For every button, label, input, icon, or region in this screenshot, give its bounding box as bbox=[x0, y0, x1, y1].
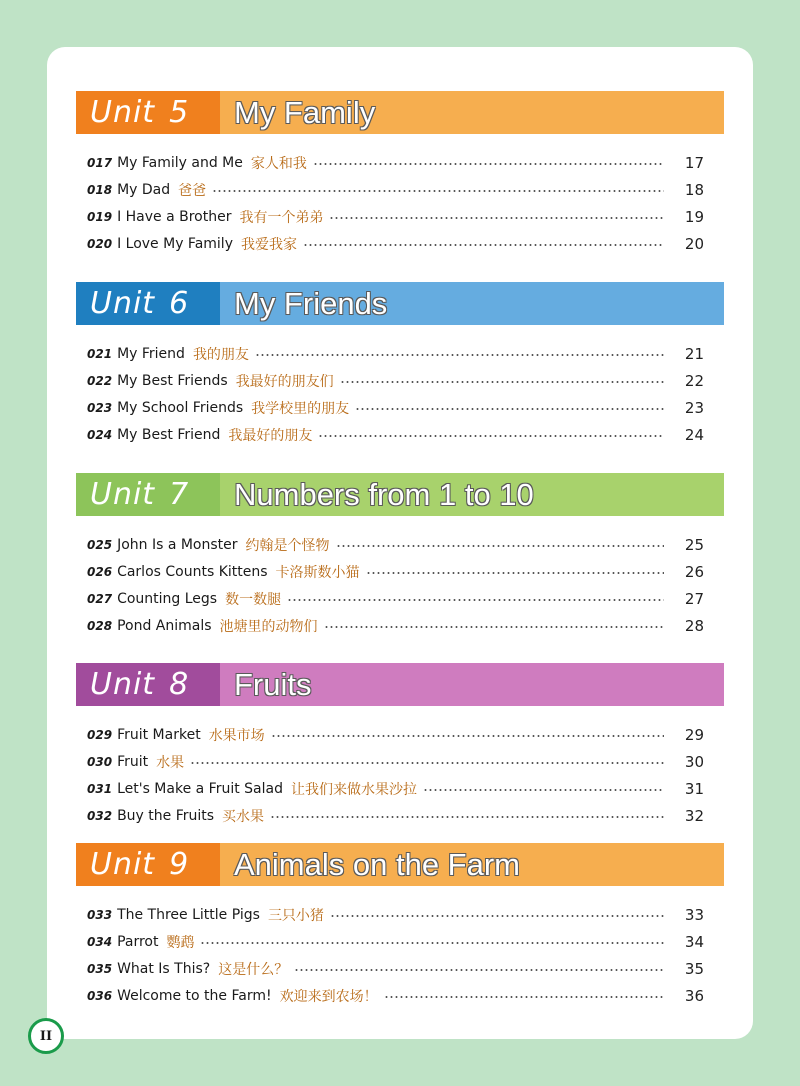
toc-entry[interactable] bbox=[76, 394, 724, 421]
entry-number: 027 bbox=[87, 591, 113, 606]
entry-title-en: I Have a Brother bbox=[117, 208, 232, 225]
entry-title-cn: 约翰是个怪物 bbox=[245, 537, 330, 554]
entry-list bbox=[76, 721, 724, 829]
entry-title-en: Fruit Market bbox=[117, 726, 201, 743]
entry-page: 34 bbox=[684, 932, 704, 951]
entry-number: 031 bbox=[87, 781, 113, 796]
toc-entry[interactable] bbox=[76, 585, 724, 612]
entry-title-en: My Best Friends bbox=[117, 372, 228, 389]
entry-page: 21 bbox=[684, 344, 704, 363]
entry-page: 36 bbox=[684, 986, 704, 1005]
unit-number: 8 bbox=[169, 667, 190, 702]
page-number-badge bbox=[28, 1018, 64, 1054]
unit-title: My Family bbox=[220, 91, 724, 134]
unit-title: Numbers from 1 to 10 bbox=[220, 473, 724, 516]
entry-title-en: What Is This? bbox=[117, 960, 211, 977]
toc-entry[interactable] bbox=[76, 612, 724, 639]
dot-leader bbox=[190, 762, 664, 764]
unit-7-section bbox=[76, 473, 724, 639]
unit-tag bbox=[76, 282, 220, 325]
entry-page: 33 bbox=[684, 905, 704, 924]
entry-page: 23 bbox=[684, 398, 704, 417]
unit-title: My Friends bbox=[220, 282, 724, 325]
toc-entry[interactable] bbox=[76, 982, 724, 1009]
entry-number: 035 bbox=[87, 961, 113, 976]
unit-tag bbox=[76, 473, 220, 516]
unit-number: 9 bbox=[169, 847, 190, 882]
entry-page: 31 bbox=[684, 779, 704, 798]
unit-header[interactable] bbox=[76, 473, 724, 516]
entry-title-en: Parrot bbox=[117, 933, 159, 950]
dot-leader bbox=[294, 969, 664, 971]
entry-title-cn: 这是什么？ bbox=[218, 961, 289, 978]
entry-title-cn: 鹦鹉 bbox=[166, 934, 195, 951]
entry-title-cn: 我最好的朋友们 bbox=[235, 373, 334, 390]
unit-number: 5 bbox=[169, 95, 190, 130]
toc-entry[interactable] bbox=[76, 531, 724, 558]
entry-list bbox=[76, 531, 724, 639]
entry-title-en: I Love My Family bbox=[117, 235, 233, 252]
dot-leader bbox=[384, 996, 664, 998]
entry-page: 28 bbox=[684, 616, 704, 635]
entry-number: 025 bbox=[87, 537, 113, 552]
toc-entry[interactable] bbox=[76, 558, 724, 585]
entry-list bbox=[76, 340, 724, 448]
unit-6-section bbox=[76, 282, 724, 448]
entry-title-cn: 家人和我 bbox=[250, 155, 307, 172]
dot-leader bbox=[212, 190, 664, 192]
dot-leader bbox=[270, 816, 664, 818]
entry-number: 017 bbox=[87, 155, 113, 170]
entry-number: 029 bbox=[87, 727, 113, 742]
entry-number: 023 bbox=[87, 400, 113, 415]
entry-title-en: Counting Legs bbox=[117, 590, 218, 607]
dot-leader bbox=[330, 915, 664, 917]
entry-title-en: Buy the Fruits bbox=[117, 807, 215, 824]
toc-entry[interactable] bbox=[76, 421, 724, 448]
entry-title-cn: 我学校里的朋友 bbox=[251, 400, 350, 417]
entry-number: 034 bbox=[87, 934, 113, 949]
dot-leader bbox=[355, 408, 664, 410]
toc-entry[interactable] bbox=[76, 149, 724, 176]
entry-number: 021 bbox=[87, 346, 113, 361]
unit-header[interactable] bbox=[76, 91, 724, 134]
unit-header[interactable] bbox=[76, 843, 724, 886]
entry-title-en: The Three Little Pigs bbox=[117, 906, 260, 923]
dot-leader bbox=[313, 163, 664, 165]
entry-number: 036 bbox=[87, 988, 113, 1003]
toc-entry[interactable] bbox=[76, 340, 724, 367]
unit-number: 7 bbox=[169, 477, 190, 512]
entry-page: 29 bbox=[684, 725, 704, 744]
dot-leader bbox=[318, 435, 664, 437]
dot-leader bbox=[336, 545, 664, 547]
toc-entry[interactable] bbox=[76, 367, 724, 394]
dot-leader bbox=[200, 942, 664, 944]
dot-leader bbox=[366, 572, 664, 574]
dot-leader bbox=[340, 381, 664, 383]
entry-number: 026 bbox=[87, 564, 113, 579]
unit-label: Unit bbox=[90, 667, 156, 702]
entry-title-cn: 水果 bbox=[156, 754, 185, 771]
entry-title-cn: 让我们来做水果沙拉 bbox=[290, 781, 417, 798]
unit-header[interactable] bbox=[76, 282, 724, 325]
page-number: II bbox=[39, 1028, 53, 1044]
unit-8-section bbox=[76, 663, 724, 829]
toc-entry[interactable] bbox=[76, 955, 724, 982]
entry-number: 018 bbox=[87, 182, 113, 197]
toc-entry[interactable] bbox=[76, 748, 724, 775]
entry-page: 27 bbox=[684, 589, 704, 608]
entry-title-en: My Family and Me bbox=[117, 154, 243, 171]
entry-page: 17 bbox=[684, 153, 704, 172]
entry-number: 022 bbox=[87, 373, 113, 388]
dot-leader bbox=[303, 244, 664, 246]
entry-title-cn: 我最好的朋友 bbox=[228, 427, 313, 444]
toc-entry[interactable] bbox=[76, 176, 724, 203]
toc-entry[interactable] bbox=[76, 802, 724, 829]
toc-entry[interactable] bbox=[76, 230, 724, 257]
unit-title: Animals on the Farm bbox=[220, 843, 724, 886]
unit-label: Unit bbox=[90, 95, 156, 130]
entry-title-cn: 三只小猪 bbox=[267, 907, 324, 924]
entry-page: 19 bbox=[684, 207, 704, 226]
entry-title-cn: 我的朋友 bbox=[192, 346, 249, 363]
entry-number: 020 bbox=[87, 236, 113, 251]
entry-title-cn: 数一数腿 bbox=[225, 591, 282, 608]
unit-label: Unit bbox=[90, 847, 156, 882]
entry-number: 030 bbox=[87, 754, 113, 769]
entry-page: 35 bbox=[684, 959, 704, 978]
dot-leader bbox=[423, 789, 664, 791]
toc-entry[interactable] bbox=[76, 901, 724, 928]
entry-title-cn: 爸爸 bbox=[178, 182, 207, 199]
entry-title-cn: 买水果 bbox=[222, 808, 265, 825]
entry-page: 24 bbox=[684, 425, 704, 444]
entry-title-en: Fruit bbox=[117, 753, 149, 770]
toc-entry[interactable] bbox=[76, 721, 724, 748]
entry-title-en: Welcome to the Farm! bbox=[117, 987, 272, 1004]
entry-page: 26 bbox=[684, 562, 704, 581]
entry-number: 028 bbox=[87, 618, 113, 633]
entry-title-cn: 水果市场 bbox=[208, 727, 265, 744]
entry-title-en: Pond Animals bbox=[117, 617, 212, 634]
entry-title-cn: 卡洛斯数小猫 bbox=[275, 564, 360, 581]
entry-title-en: Carlos Counts Kittens bbox=[117, 563, 268, 580]
toc-entry[interactable] bbox=[76, 775, 724, 802]
toc-entry[interactable] bbox=[76, 928, 724, 955]
unit-tag bbox=[76, 663, 220, 706]
unit-label: Unit bbox=[90, 477, 156, 512]
dot-leader bbox=[329, 217, 664, 219]
entry-title-cn: 我爱我家 bbox=[240, 236, 297, 253]
dot-leader bbox=[255, 354, 664, 356]
entry-number: 032 bbox=[87, 808, 113, 823]
dot-leader bbox=[324, 626, 664, 628]
toc-entry[interactable] bbox=[76, 203, 724, 230]
entry-list bbox=[76, 901, 724, 1009]
entry-page: 30 bbox=[684, 752, 704, 771]
entry-list bbox=[76, 149, 724, 257]
unit-number: 6 bbox=[169, 286, 190, 321]
entry-number: 019 bbox=[87, 209, 113, 224]
entry-page: 25 bbox=[684, 535, 704, 554]
entry-page: 20 bbox=[684, 234, 704, 253]
entry-page: 22 bbox=[684, 371, 704, 390]
unit-title: Fruits bbox=[220, 663, 724, 706]
unit-label: Unit bbox=[90, 286, 156, 321]
entry-page: 18 bbox=[684, 180, 704, 199]
entry-title-cn: 池塘里的动物们 bbox=[219, 618, 318, 635]
entry-title-cn: 欢迎来到农场！ bbox=[279, 988, 378, 1005]
entry-title-en: John Is a Monster bbox=[117, 536, 238, 553]
entry-title-cn: 我有一个弟弟 bbox=[239, 209, 324, 226]
entry-number: 033 bbox=[87, 907, 113, 922]
unit-tag bbox=[76, 91, 220, 134]
entry-title-en: Let's Make a Fruit Salad bbox=[117, 780, 283, 797]
entry-title-en: My Best Friend bbox=[117, 426, 221, 443]
entry-title-en: My Friend bbox=[117, 345, 185, 362]
unit-9-section bbox=[76, 843, 724, 1009]
dot-leader bbox=[271, 735, 664, 737]
entry-title-en: My School Friends bbox=[117, 399, 244, 416]
dot-leader bbox=[287, 599, 664, 601]
unit-tag bbox=[76, 843, 220, 886]
entry-page: 32 bbox=[684, 806, 704, 825]
unit-5-section bbox=[76, 91, 724, 257]
unit-header[interactable] bbox=[76, 663, 724, 706]
entry-title-en: My Dad bbox=[117, 181, 171, 198]
entry-number: 024 bbox=[87, 427, 113, 442]
